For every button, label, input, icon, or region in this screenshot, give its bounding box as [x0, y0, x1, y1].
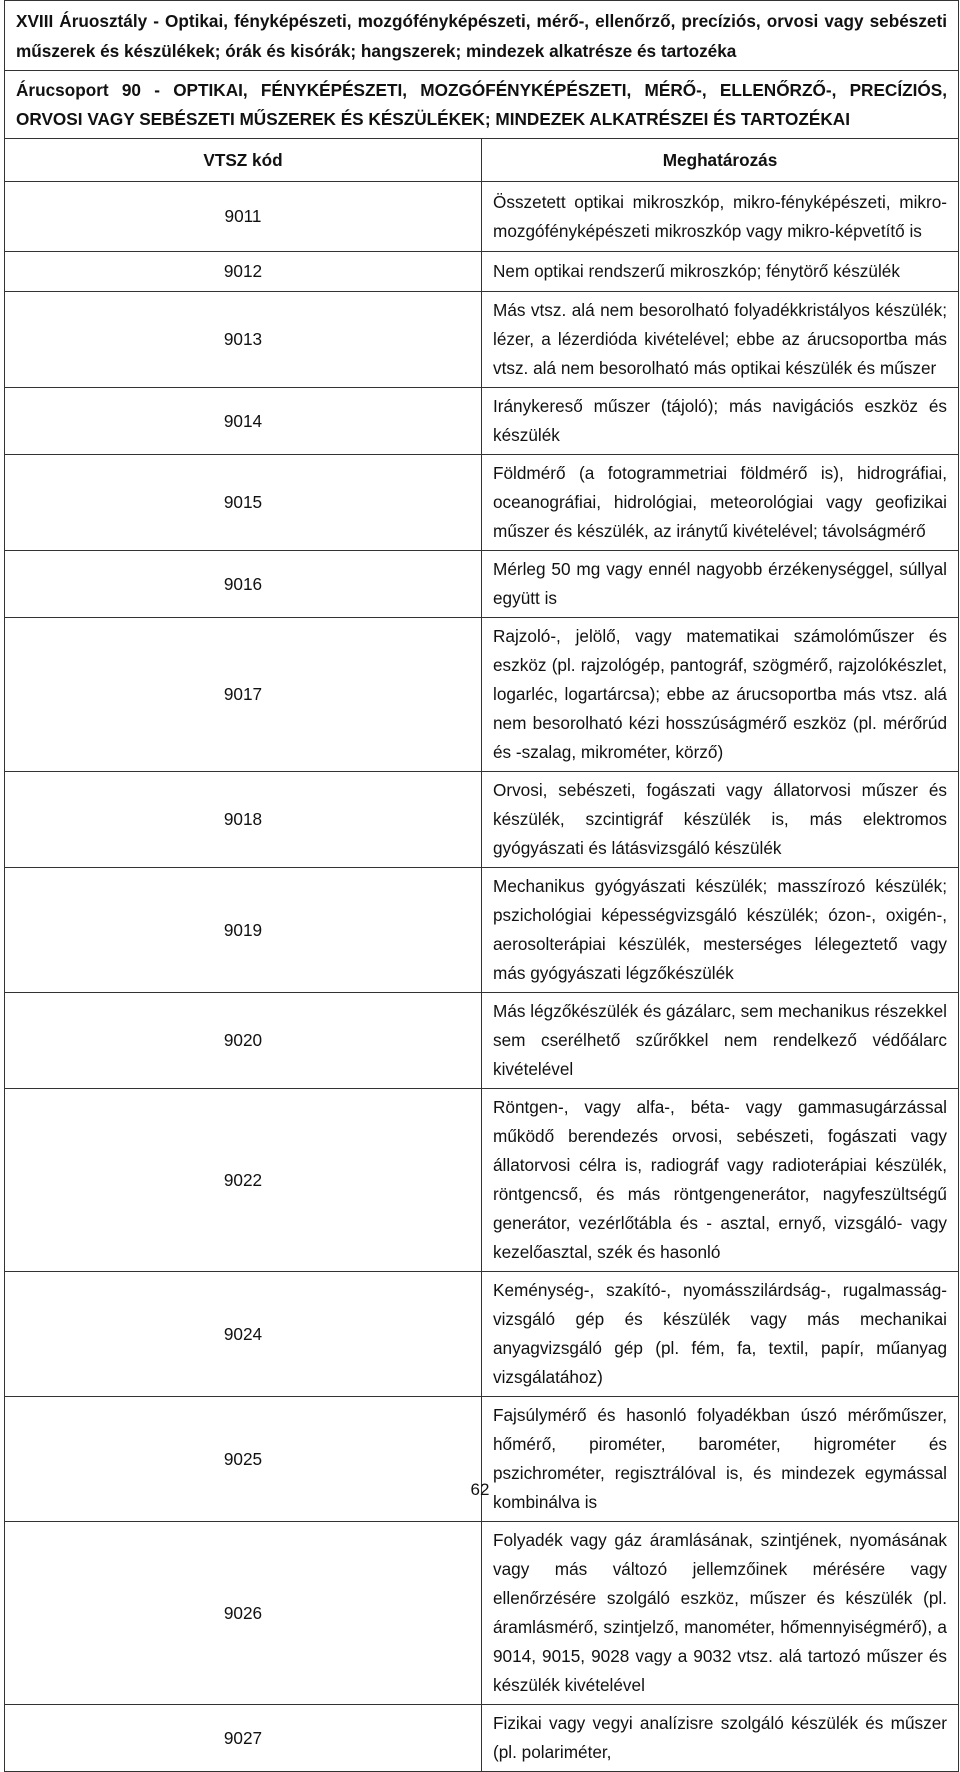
definition-text: Orvosi, sebészeti, fogászati vagy állatorvosi műszer és készülék, szcintigráf készülék is, más elektromos gyógyászati és látásvizsgáló készülék [482, 772, 959, 868]
table-row [5, 772, 959, 868]
table-row [5, 1705, 959, 1772]
definition-text: Keménység-, szakító-, nyomásszilárdság-, rugalmasság-vizsgáló gép és készülék vagy más mechanikai anyagvizsgáló gép (pl. fém, fa, textil, papír, műanyag vizsgálatához) [482, 1272, 959, 1397]
vtsz-code: 9016 [5, 551, 482, 618]
table-row [5, 292, 959, 388]
section-title: XVIII Áruosztály - Optikai, fényképészeti, mozgófényképészeti, mérő-, ellenőrző, precíziós, orvosi vagy sebészeti műszerek és készülékek; órák és kisórák; hangszerek; mindezek alkatrésze és tartozéka [5, 1, 959, 71]
vtsz-code: 9018 [5, 772, 482, 868]
table-row [5, 455, 959, 551]
vtsz-code: 9013 [5, 292, 482, 388]
table-row [5, 388, 959, 455]
table-row [5, 1522, 959, 1705]
page-number: 62 [470, 1480, 490, 1499]
table-row [5, 1089, 959, 1272]
vtsz-code: 9027 [5, 1705, 482, 1772]
document-page [4, 0, 959, 1772]
vtsz-code: 9017 [5, 618, 482, 772]
group-title-row [5, 71, 959, 139]
vtsz-code: 9026 [5, 1522, 482, 1705]
table-row [5, 993, 959, 1089]
table-row [5, 1272, 959, 1397]
table-row [5, 868, 959, 993]
definition-text: Összetett optikai mikroszkóp, mikro-fényképészeti, mikro-mozgófényképészeti mikroszkóp vagy mikro-képvetítő is [482, 182, 959, 252]
vtsz-code: 9014 [5, 388, 482, 455]
definition-text: Fajsúlymérő és hasonló folyadékban úszó mérőműszer, hőmérő, pirométer, barométer, higrométer és pszichrométer, regisztrálóval is, és mindezek egymással kombinálva is [482, 1397, 959, 1522]
definition-text: Rajzoló-, jelölő, vagy matematikai számolóműszer és eszköz (pl. rajzológép, pantográf, szögmérő, rajzolókészlet, logarléc, logartárcsa); ebbe az árucsoportba más vtsz. alá nem besorolható kézi hosszúságmérő eszköz (pl. mérőrúd és -szalag, mikrométer, körző) [482, 618, 959, 772]
definition-text: Mechanikus gyógyászati készülék; masszírozó készülék; pszichológiai képességvizsgáló készülék; ózon-, oxigén-, aerosolterápiai készülék, mesterséges lélegeztető vagy más gyógyászati légzőkészülék [482, 868, 959, 993]
table-row [5, 1397, 959, 1522]
vtsz-code: 9012 [5, 252, 482, 292]
definition-text: Földmérő (a fotogrammetriai földmérő is), hidrográfiai, oceanográfiai, hidrológiai, meteorológiai vagy geofizikai műszer és készülék, az iránytű kivételével; távolságmérő [482, 455, 959, 551]
vtsz-code: 9020 [5, 993, 482, 1089]
definition-text: Fizikai vagy vegyi analízisre szolgáló készülék és műszer (pl. polariméter, [482, 1705, 959, 1772]
vtsz-code: 9015 [5, 455, 482, 551]
vtsz-code: 9019 [5, 868, 482, 993]
section-title-row [5, 1, 959, 71]
definition-text: Mérleg 50 mg vagy ennél nagyobb érzékenységgel, súllyal együtt is [482, 551, 959, 618]
column-header-row [5, 139, 959, 182]
definition-text: Más vtsz. alá nem besorolható folyadékkristályos készülék; lézer, a lézerdióda kivételével; ebbe az árucsoportba más vtsz. alá nem besorolható más optikai készülék és műszer [482, 292, 959, 388]
column-header-code: VTSZ kód [5, 139, 482, 182]
vtsz-code: 9022 [5, 1089, 482, 1272]
vtsz-code: 9024 [5, 1272, 482, 1397]
table-row [5, 252, 959, 292]
table-row [5, 551, 959, 618]
definition-text: Nem optikai rendszerű mikroszkóp; fénytörő készülék [482, 252, 959, 292]
column-header-definition: Meghatározás [482, 139, 959, 182]
vtsz-code: 9025 [5, 1397, 482, 1522]
definition-text: Röntgen-, vagy alfa-, béta- vagy gammasugárzással működő berendezés orvosi, sebészeti, fogászati vagy állatorvosi célra is, radiográf vagy radioterápiai készülék, röntgencső, és más röntgengenerátor, nagyfeszültségű generátor, vezérlőtábla és - asztal, ernyő, vizsgáló- vagy kezelőasztal, szék és hasonló [482, 1089, 959, 1272]
definition-text: Iránykereső műszer (tájoló); más navigációs eszköz és készülék [482, 388, 959, 455]
table-row [5, 182, 959, 252]
definition-text: Más légzőkészülék és gázálarc, sem mechanikus részekkel sem cserélhető szűrőkkel nem rendelkező védőálarc kivételével [482, 993, 959, 1089]
group-title: Árucsoport 90 - OPTIKAI, FÉNYKÉPÉSZETI, MOZGÓFÉNYKÉPÉSZETI, MÉRŐ-, ELLENŐRZŐ-, PRECÍZIÓS, ORVOSI VAGY SEBÉSZETI MŰSZEREK ÉS KÉSZÜLÉKEK; MINDEZEK ALKATRÉSZEI ÉS TARTOZÉKAI [5, 71, 959, 139]
table-body [5, 182, 959, 1772]
definition-text: Folyadék vagy gáz áramlásának, szintjének, nyomásának vagy más változó jellemzőinek mérésére vagy ellenőrzésére szolgáló eszköz, műszer és készülék (pl. áramlásmérő, szintjelző, manométer, hőmennyiségmérő), a 9014, 9015, 9028 vagy a 9032 vtsz. alá tartozó műszer és készülék kivételével [482, 1522, 959, 1705]
classification-table [4, 0, 959, 1772]
vtsz-code: 9011 [5, 182, 482, 252]
table-row [5, 618, 959, 772]
